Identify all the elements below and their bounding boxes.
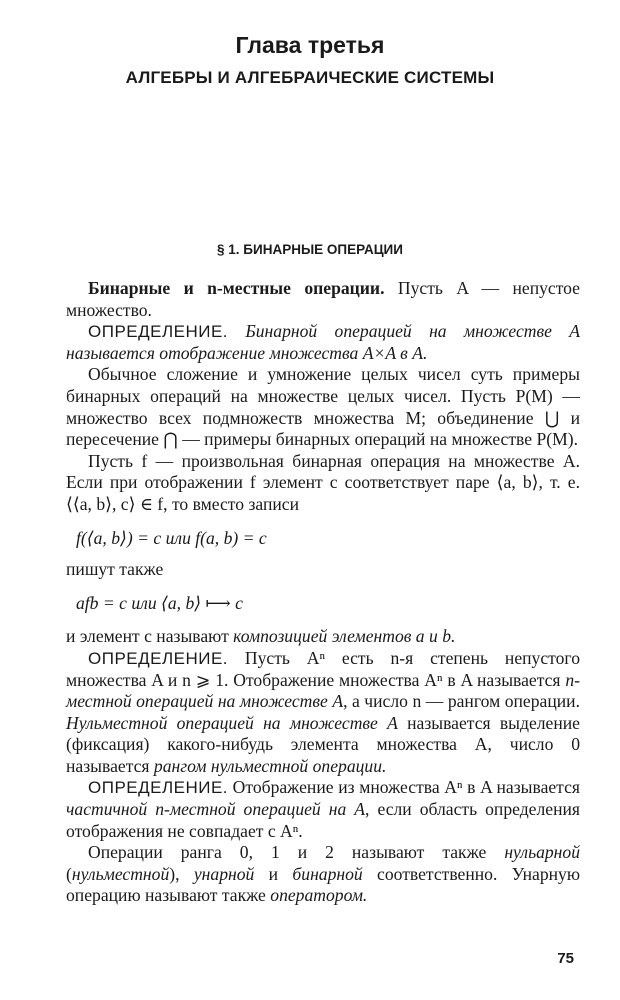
paragraph-also: пишут также xyxy=(66,559,164,580)
emphasis-text: Нульместной операцией на множестве A xyxy=(66,712,398,733)
definition-text: Бинарной операцией на множестве A называется отображение множества A×A в A. xyxy=(66,321,580,363)
emphasis-text: n-местной операцией на множестве A xyxy=(66,669,580,712)
paragraph-heading: Бинарные и n-местные операции. xyxy=(88,278,385,298)
definition-label: ОПРЕДЕЛЕНИЕ. xyxy=(88,648,229,668)
paragraph-text: и элемент c называют xyxy=(66,626,234,647)
emphasis-text: рангом нульместной операции. xyxy=(153,755,387,776)
definition-label: ОПРЕДЕЛЕНИЕ. xyxy=(88,322,229,342)
emphasis-text: частичной n-местной операцией на A xyxy=(66,799,366,820)
formula-2: afb = c или ⟨a, b⟩ ⟼ c xyxy=(76,592,243,613)
paragraph-composition xyxy=(66,626,580,648)
definition-2 xyxy=(66,648,580,778)
definition-3 xyxy=(66,777,580,842)
definition-text: Отображение из множества Aⁿ в A называется xyxy=(228,777,580,798)
paragraph-notation: Пусть f — произвольная бинарная операция на множестве A. Если при отображении f элемент c соответствует паре ⟨a, b⟩, т. е. ⟨⟨a, b⟩, c⟩ ∈ f, то вместо записи xyxy=(66,450,580,514)
paragraph-intro xyxy=(66,278,580,321)
body-text xyxy=(66,278,580,907)
emphasis-text: унарной xyxy=(193,863,255,884)
formula-1: f(⟨a, b⟩) = c или f(a, b) = c xyxy=(76,527,267,548)
paragraph-ranks xyxy=(66,842,580,907)
paragraph-text: ( xyxy=(66,863,72,884)
page-number: 75 xyxy=(557,950,574,967)
emphasis-text: нульместной xyxy=(71,863,170,884)
emphasis-text: оператором. xyxy=(270,885,368,906)
definition-text: , а число n — рангом операции. xyxy=(343,691,580,712)
paragraph-text: соответственно. Унарную операцию называют также xyxy=(66,863,581,906)
paragraph-text: Операции ранга 0, 1 и 2 называют также xyxy=(88,842,505,863)
definition-text: называется выделение (фиксация) какого-нибудь элемента множества A, число 0 называется xyxy=(66,712,580,776)
paragraph-text: Пусть A — непустое множество. xyxy=(66,278,580,320)
section-title: § 1. БИНАРНЫЕ ОПЕРАЦИИ xyxy=(217,242,403,257)
emphasis-text: бинарной xyxy=(292,863,363,884)
part-title: АЛГЕБРЫ И АЛГЕБРАИЧЕСКИЕ СИСТЕМЫ xyxy=(125,68,495,87)
paragraph-examples: Обычное сложение и умножение целых чисел суть примеры бинарных операций на множестве целых чисел. Пусть P(M) — множество всех подмножеств множества M; объединение ⋃ и пересечение ⋂ — примеры бинарных операций на множестве P(M). xyxy=(66,364,580,450)
definition-text: , если область определения отображения не совпадает с Aⁿ. xyxy=(66,799,580,841)
paragraph-text: и xyxy=(254,863,293,884)
emphasis-text: композицией элементов a и b. xyxy=(233,626,456,647)
definition-1 xyxy=(66,321,580,364)
definition-label: ОПРЕДЕЛЕНИЕ. xyxy=(88,778,229,798)
definition-text: Пусть Aⁿ есть n-я степень непустого множества A и n ⩾ 1. Отображение множества Aⁿ в A называется xyxy=(66,647,580,690)
paragraph-text: ), xyxy=(169,863,194,884)
emphasis-text: нульарной xyxy=(504,842,580,863)
chapter-title: Глава третья xyxy=(235,32,385,58)
